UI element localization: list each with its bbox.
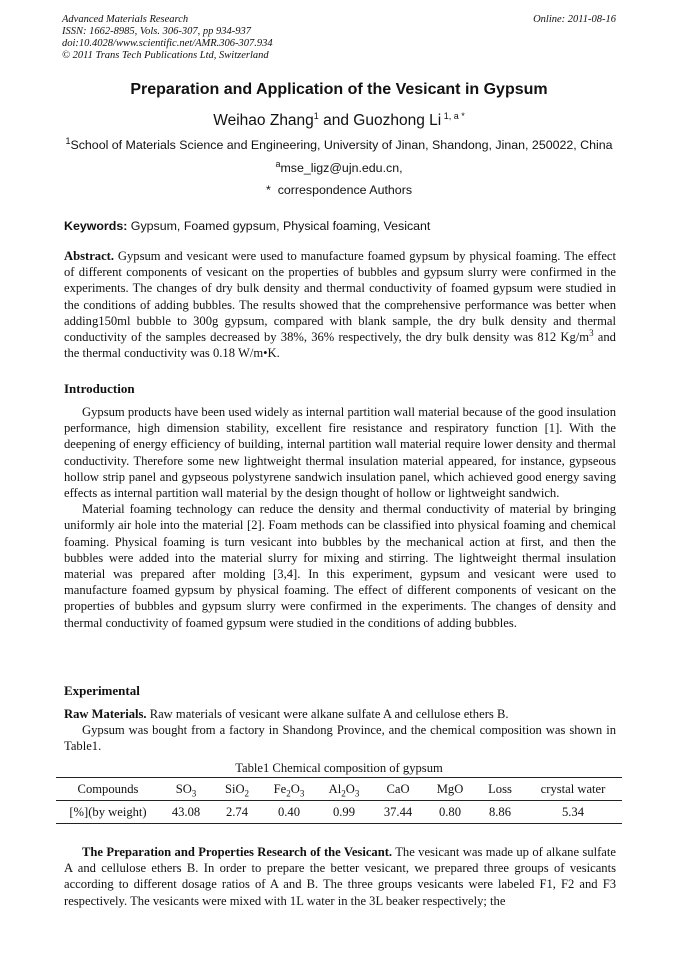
table-header-row: [56, 778, 622, 801]
raw-materials-text: Raw materials of vesicant were alkane sulfate A and cellulose ethers B.: [146, 707, 509, 721]
issn-line: ISSN: 1662-8985, Vols. 306-307, pp 934-937: [62, 26, 251, 37]
affiliation-text: School of Materials Science and Engineering, University of Jinan, Shandong, Jinan, 250022, China: [70, 138, 613, 152]
formula-text: SO: [175, 781, 192, 796]
copyright-line: © 2011 Trans Tech Publications Ltd, Switzerland: [62, 50, 269, 61]
preparation-text: The vesicant was made up of alkane sulfate A and cellulose ethers B. In order to prepare the better vesicant, we prepared three groups of vesicants according to different dosage ratios of A and B. The three groups vesicants were labeled F1, F2 and F3 respectively. The vesicants were mixed with 1L water in the 3L beaker respectively; the: [64, 845, 616, 908]
abstract-label: Abstract.: [64, 249, 115, 263]
table-cell: 8.86: [488, 804, 512, 819]
raw-materials-label: Raw Materials.: [64, 707, 147, 721]
author-1-mark: 1: [313, 110, 319, 121]
email-address: mse_ligz@ujn.edu.cn,: [280, 161, 403, 175]
table-header-cell: [160, 778, 212, 801]
table-header-cell: [476, 778, 524, 801]
table-header-cell: [524, 778, 622, 801]
composition-table-block: [56, 760, 622, 824]
table-cell: 0.80: [438, 804, 462, 819]
formula-text: MgO: [436, 781, 464, 796]
table-header-cell: [424, 778, 476, 801]
gypsum-source-paragraph: Gypsum was bought from a factory in Shandong Province, and the chemical composition was shown in Table1.: [64, 723, 616, 754]
introduction-heading: Introduction: [64, 381, 135, 396]
table-header-cell: [262, 778, 316, 801]
introduction-body: [64, 404, 616, 631]
preparation-label: The Preparation and Properties Research of the Vesicant.: [82, 845, 393, 859]
experimental-body: [64, 706, 616, 755]
keywords-text: Gypsum, Foamed gypsum, Physical foaming, Vesicant: [127, 219, 431, 233]
introduction-paragraph-2: Material foaming technology can reduce the density and thermal conductivity of material by bringing uniformly air hole into the material [2]. Foam methods can be classified into physical foaming and chemical foaming. Physical foaming is turn vesicant into bubbles by the mechanical action at first, and then the bubbles were added into the material slurry for mixing and stirring. The lightweight thermal insulation material was prepared after molding [3,4]. In this experiment, gypsum and vesicant were used to manufacture foamed gypsum by physical foaming. The effect of different components of vesicant on the properties of bubbles and gypsum slurry were confirmed in the experiments. The changes of density and thermal conductivity of foamed gypsum were studied in the conditions of adding bubbles.: [64, 502, 616, 630]
experimental-heading: Experimental: [64, 683, 140, 698]
table-caption: Table1 Chemical composition of gypsum: [235, 761, 443, 775]
composition-table: [56, 777, 622, 824]
correspondence-note: * correspondence Authors: [265, 183, 413, 197]
formula-text: Loss: [488, 781, 512, 796]
table-header-cell: [316, 778, 372, 801]
formula-subscript: 2: [341, 788, 346, 799]
author-1: Weihao Zhang: [213, 112, 314, 129]
paper-title: Preparation and Application of the Vesicant in Gypsum: [130, 81, 548, 98]
table-cell: 0.40: [277, 804, 301, 819]
table-cell: 43.08: [171, 804, 201, 819]
abstract-unit-sup: 3: [589, 327, 594, 338]
table-row: [56, 801, 622, 824]
affiliation: [56, 137, 622, 153]
keywords: [64, 218, 616, 234]
online-date: Online: 2011-08-16: [533, 14, 616, 25]
table-cell: 37.44: [383, 804, 413, 819]
journal-header: [62, 14, 422, 62]
formula-text: Al: [328, 781, 342, 796]
raw-materials-paragraph: [64, 706, 616, 722]
author-and: and: [318, 112, 354, 129]
table-cell: 2.74: [225, 804, 249, 819]
author-line: [62, 111, 616, 131]
table-row-label: [%](by weight): [69, 804, 147, 819]
formula-text: crystal water: [540, 781, 606, 796]
abstract: [64, 248, 616, 361]
formula-subscript: 3: [354, 788, 360, 799]
abstract-text: Gypsum and vesicant were used to manufacture foamed gypsum by physical foaming. The effect of different components of vesicant on the properties of bubbles and gypsum slurry were confirmed in the experiments. The changes of dry bulk density and thermal conductivity of foamed gypsum were studied in the conditions of adding bubbles. The results showed that the comprehensive performance was better when adding150ml bubble to 300g gypsum, compared with blank sample, the dry bulk density and thermal conductivity of the samples decreased by 38%, 36% respectively, the dry bulk density was 812 Kg/m: [64, 249, 616, 345]
introduction-paragraph-1: Gypsum products have been used widely as internal partition wall material because of the good insulation performance, high dimension stability, excellent fire resistance and respiratory function [1]. With the deepening of energy efficiency of building, internal partition wall material require lower density and thermal conductivity. Therefore some new lightweight thermal insulation material appeared, for instance, gypseous hollow strip panel and gypseous polystyrene sandwich insulation panel, which achieved good energy saving effects as internal partition wall material by the design thought of hollow or lightweight sandwich.: [64, 405, 616, 501]
table-header-compounds: Compounds: [77, 781, 139, 796]
table-cell: 5.34: [561, 804, 585, 819]
formula-subscript: 3: [191, 788, 197, 799]
journal-name: Advanced Materials Research: [62, 14, 189, 25]
formula-text: Fe: [273, 781, 287, 796]
email-mark: a: [275, 158, 281, 169]
formula-subscript: 2: [244, 788, 250, 799]
email-line: [62, 160, 616, 176]
keywords-label: Keywords:: [64, 219, 128, 233]
formula-subscript: 3: [299, 788, 305, 799]
preparation-paragraph: [64, 844, 616, 909]
abstract-tail: and the thermal conductivity was 0.18 W/m•K.: [64, 330, 616, 361]
table-header-cell: [212, 778, 262, 801]
doi-line: doi:10.4028/www.scientific.net/AMR.306-307.934: [62, 38, 273, 49]
formula-subscript: 2: [286, 788, 291, 799]
preparation-section: [64, 844, 616, 909]
table-header-cell: [372, 778, 424, 801]
table-cell: 0.99: [332, 804, 356, 819]
formula-text: O: [290, 781, 300, 796]
formula-text: O: [345, 781, 355, 796]
formula-text: CaO: [386, 781, 410, 796]
author-2-mark: 1, a *: [441, 110, 465, 121]
formula-text: SiO: [224, 781, 245, 796]
author-2: Guozhong Li: [353, 112, 442, 129]
affiliation-mark: 1: [65, 135, 71, 146]
